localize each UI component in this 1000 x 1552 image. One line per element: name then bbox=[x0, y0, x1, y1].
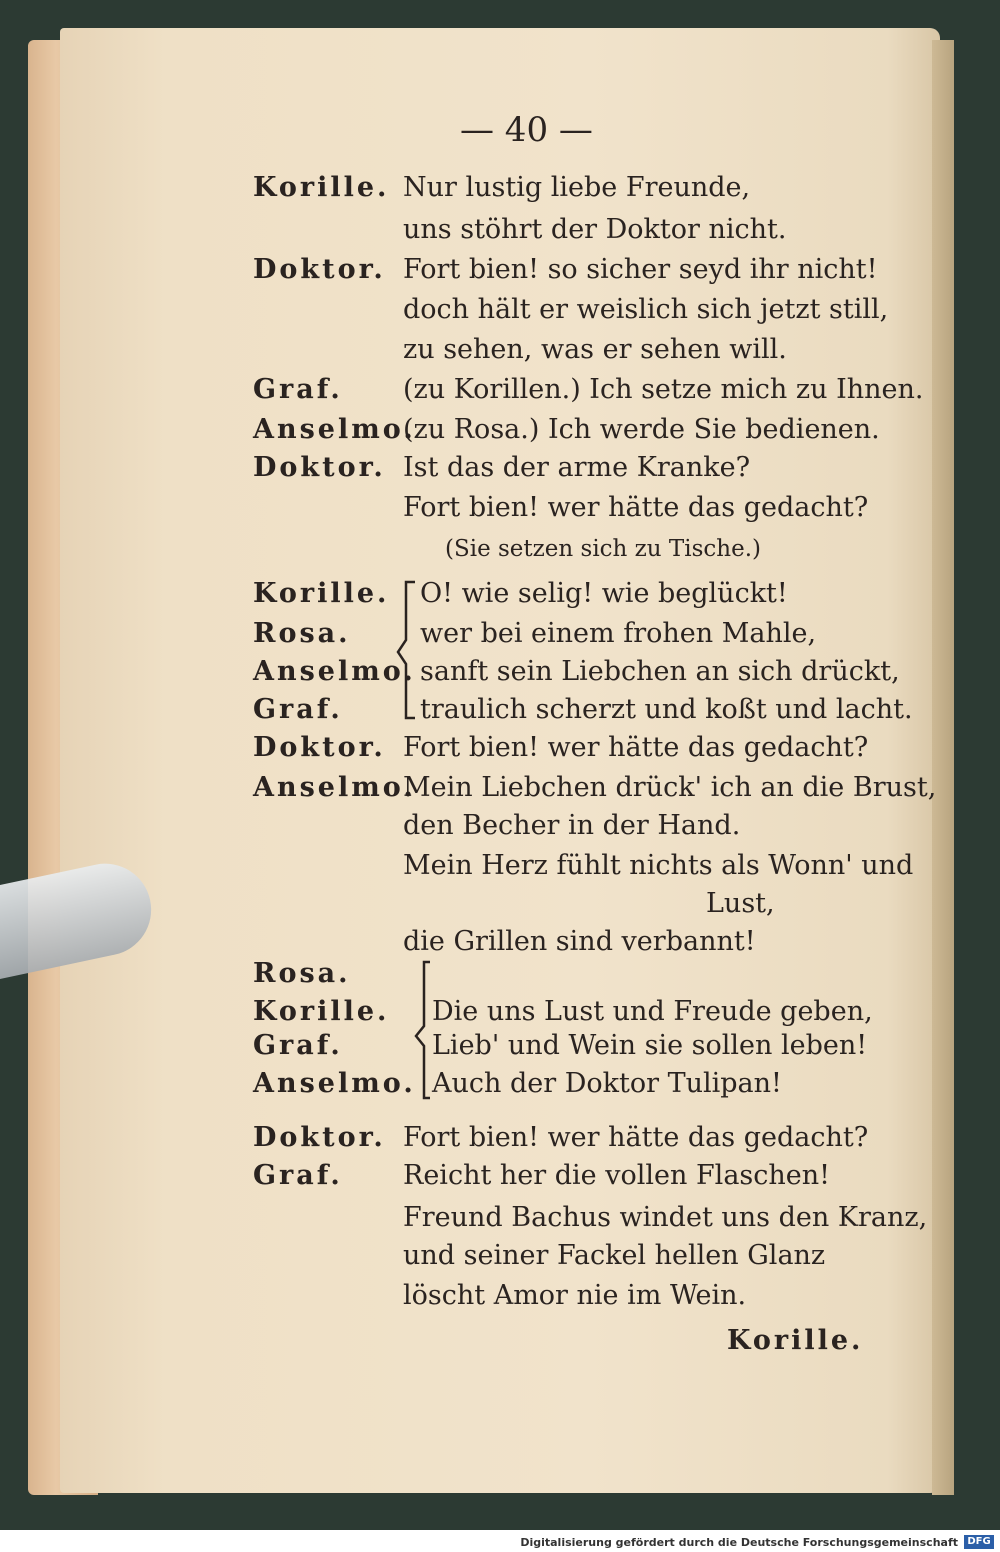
bracket-mark bbox=[398, 582, 415, 718]
dfg-logo: DFG bbox=[964, 1535, 994, 1549]
verse-line: und seiner Fackel hellen Glanz bbox=[403, 1240, 826, 1271]
verse-line: doch hält er weislich sich jetzt still, bbox=[403, 294, 889, 325]
verse-line: Freund Bachus windet uns den Kranz, bbox=[403, 1202, 928, 1233]
verse-line: Nur lustig liebe Freunde, bbox=[403, 172, 751, 203]
verse-line: Ist das der arme Kranke? bbox=[403, 452, 751, 483]
speaker-name: Doktor. bbox=[253, 1122, 386, 1153]
speaker-name: Rosa. bbox=[253, 958, 351, 989]
speaker-name: Korille. bbox=[253, 172, 390, 203]
speaker-name: Anselmo. bbox=[253, 1068, 416, 1099]
verse-line: Fort bien! wer hätte das gedacht? bbox=[403, 732, 869, 763]
speaker-name: Rosa. bbox=[253, 618, 351, 649]
verse-line: Fort bien! wer hätte das gedacht? bbox=[403, 1122, 869, 1153]
verse-line: O! wie selig! wie beglückt! bbox=[420, 578, 788, 609]
verse-line: Fort bien! wer hätte das gedacht? bbox=[403, 492, 869, 523]
speaker-name: Anselmo. bbox=[253, 656, 416, 687]
verse-line: Reicht her die vollen Flaschen! bbox=[403, 1160, 831, 1191]
speaker-name: Doktor. bbox=[253, 254, 386, 285]
verse-line: zu sehen, was er sehen will. bbox=[403, 334, 787, 365]
verse-line: Mein Herz fühlt nichts als Wonn' und bbox=[403, 850, 914, 881]
verse-line: Fort bien! so sicher seyd ihr nicht! bbox=[403, 254, 878, 285]
speaker-name: Doktor. bbox=[253, 452, 386, 483]
verse-line: löscht Amor nie im Wein. bbox=[403, 1280, 747, 1311]
verse-line: (zu Korillen.) Ich setze mich zu Ihnen. bbox=[403, 374, 924, 405]
verse-line: Auch der Doktor Tulipan! bbox=[432, 1068, 782, 1099]
verse-line: Mein Liebchen drück' ich an die Brust, bbox=[403, 772, 937, 803]
speaker-name: Anselmo. bbox=[253, 414, 416, 445]
verse-line: wer bei einem frohen Mahle, bbox=[420, 618, 817, 649]
verse-line: uns stöhrt der Doktor nicht. bbox=[403, 214, 787, 245]
verse-line: (zu Rosa.) Ich werde Sie bedienen. bbox=[403, 414, 880, 445]
speaker-name: Graf. bbox=[253, 1160, 343, 1191]
speaker-name: Graf. bbox=[253, 694, 343, 725]
speaker-name: Korille. bbox=[253, 578, 390, 609]
catchword: Korille. bbox=[727, 1325, 864, 1356]
speaker-name: Anselmo. bbox=[253, 772, 416, 803]
speaker-name: Korille. bbox=[253, 996, 390, 1027]
verse-line: Lust, bbox=[706, 888, 775, 919]
speaker-name: Graf. bbox=[253, 374, 343, 405]
speaker-name: Graf. bbox=[253, 1030, 343, 1061]
bracket-mark bbox=[416, 962, 430, 1098]
speaker-name: Doktor. bbox=[253, 732, 386, 763]
verse-line: Die uns Lust und Freude geben, bbox=[432, 996, 873, 1027]
verse-line: sanft sein Liebchen an sich drückt, bbox=[420, 656, 900, 687]
verse-line: Lieb' und Wein sie sollen leben! bbox=[432, 1030, 868, 1061]
verse-line: die Grillen sind verbannt! bbox=[403, 926, 756, 957]
page-number: — 40 — bbox=[460, 110, 593, 150]
verse-line: traulich scherzt und koßt und lacht. bbox=[420, 694, 913, 725]
verse-line: den Becher in der Hand. bbox=[403, 810, 741, 841]
footer-credit: Digitalisierung gefördert durch die Deutsche Forschungsgemeinschaft bbox=[520, 1536, 958, 1549]
stage-direction: (Sie setzen sich zu Tische.) bbox=[445, 536, 762, 562]
